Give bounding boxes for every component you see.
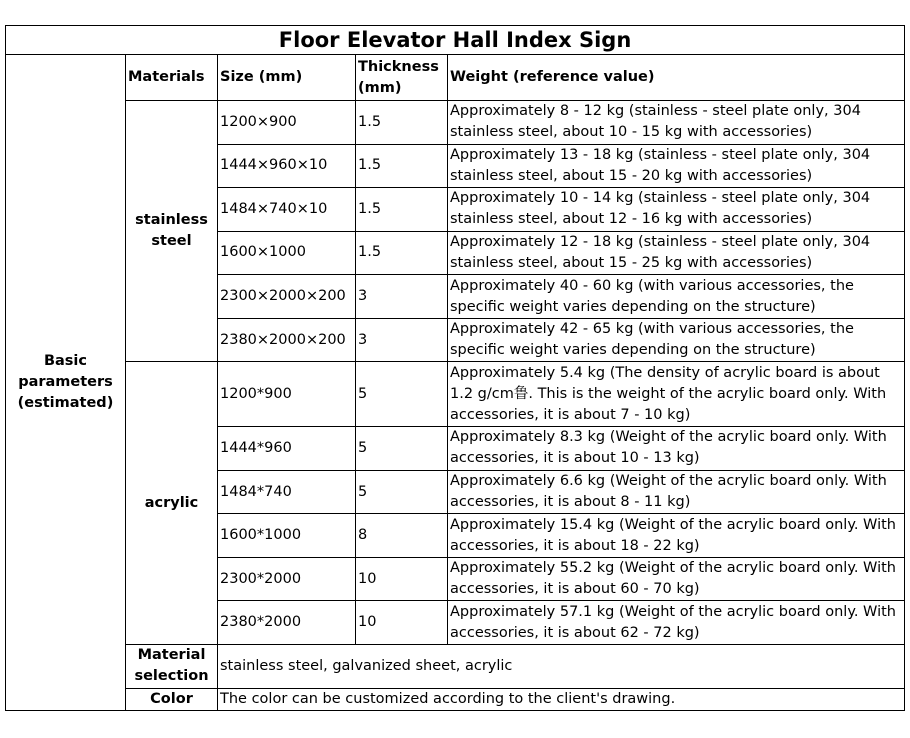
thickness-cell: 3 <box>356 275 448 319</box>
weight-cell: Approximately 12 - 18 kg (stainless - steel plate only, 304 stainless steel, about 15 - 25 kg with accessories) <box>448 231 905 275</box>
size-cell: 1200×900 <box>218 100 356 144</box>
size-cell: 2380*2000 <box>218 601 356 645</box>
size-cell: 1484*740 <box>218 470 356 514</box>
thickness-cell: 1.5 <box>356 100 448 144</box>
table-row <box>6 645 905 689</box>
size-cell: 1444×960×10 <box>218 144 356 188</box>
size-cell: 2300×2000×200 <box>218 275 356 319</box>
material-acrylic: acrylic <box>126 362 218 645</box>
header-weight: Weight (reference value) <box>448 55 905 101</box>
header-size: Size (mm) <box>218 55 356 101</box>
thickness-cell: 8 <box>356 514 448 558</box>
size-cell: 1600*1000 <box>218 514 356 558</box>
thickness-cell: 10 <box>356 557 448 601</box>
thickness-cell: 1.5 <box>356 231 448 275</box>
thickness-cell: 5 <box>356 427 448 471</box>
weight-cell: Approximately 8 - 12 kg (stainless - steel plate only, 304 stainless steel, about 10 - 15 kg with accessories) <box>448 100 905 144</box>
thickness-cell: 5 <box>356 362 448 427</box>
material-selection-value: stainless steel, galvanized sheet, acrylic <box>218 645 905 689</box>
thickness-cell: 3 <box>356 318 448 362</box>
size-cell: 2380×2000×200 <box>218 318 356 362</box>
weight-cell: Approximately 10 - 14 kg (stainless - steel plate only, 304 stainless steel, about 12 - 16 kg with accessories) <box>448 188 905 232</box>
size-cell: 1484×740×10 <box>218 188 356 232</box>
size-cell: 1200*900 <box>218 362 356 427</box>
parameters-table <box>5 25 905 711</box>
weight-cell: Approximately 6.6 kg (Weight of the acrylic board only. With accessories, it is about 8 - 11 kg) <box>448 470 905 514</box>
table-row <box>6 100 905 144</box>
weight-cell: Approximately 55.2 kg (Weight of the acrylic board only. With accessories, it is about 60 - 70 kg) <box>448 557 905 601</box>
thickness-cell: 10 <box>356 601 448 645</box>
size-cell: 2300*2000 <box>218 557 356 601</box>
weight-cell: Approximately 40 - 60 kg (with various accessories, the specific weight varies depending on the structure) <box>448 275 905 319</box>
weight-cell: Approximately 15.4 kg (Weight of the acrylic board only. With accessories, it is about 18 - 22 kg) <box>448 514 905 558</box>
header-materials: Materials <box>126 55 218 101</box>
weight-cell: Approximately 8.3 kg (Weight of the acrylic board only. With accessories, it is about 10 - 13 kg) <box>448 427 905 471</box>
material-selection-label: Material selection <box>126 645 218 689</box>
weight-cell: Approximately 42 - 65 kg (with various accessories, the specific weight varies depending on the structure) <box>448 318 905 362</box>
color-label: Color <box>126 688 218 710</box>
group-label: Basic parameters (estimated) <box>6 55 126 711</box>
color-value: The color can be customized according to the client's drawing. <box>218 688 905 710</box>
header-thickness: Thickness (mm) <box>356 55 448 101</box>
size-cell: 1600×1000 <box>218 231 356 275</box>
size-cell: 1444*960 <box>218 427 356 471</box>
thickness-cell: 1.5 <box>356 188 448 232</box>
weight-cell: Approximately 5.4 kg (The density of acrylic board is about 1.2 g/cm鲁. This is the weight of the acrylic board only. With accessories, it is about 7 - 10 kg) <box>448 362 905 427</box>
weight-cell: Approximately 13 - 18 kg (stainless - steel plate only, 304 stainless steel, about 15 - 20 kg with accessories) <box>448 144 905 188</box>
thickness-cell: 1.5 <box>356 144 448 188</box>
table-row <box>6 362 905 427</box>
thickness-cell: 5 <box>356 470 448 514</box>
material-stainless: stainless steel <box>126 100 218 361</box>
table-row <box>6 688 905 710</box>
table-title: Floor Elevator Hall Index Sign <box>6 26 905 55</box>
weight-cell: Approximately 57.1 kg (Weight of the acrylic board only. With accessories, it is about 62 - 72 kg) <box>448 601 905 645</box>
